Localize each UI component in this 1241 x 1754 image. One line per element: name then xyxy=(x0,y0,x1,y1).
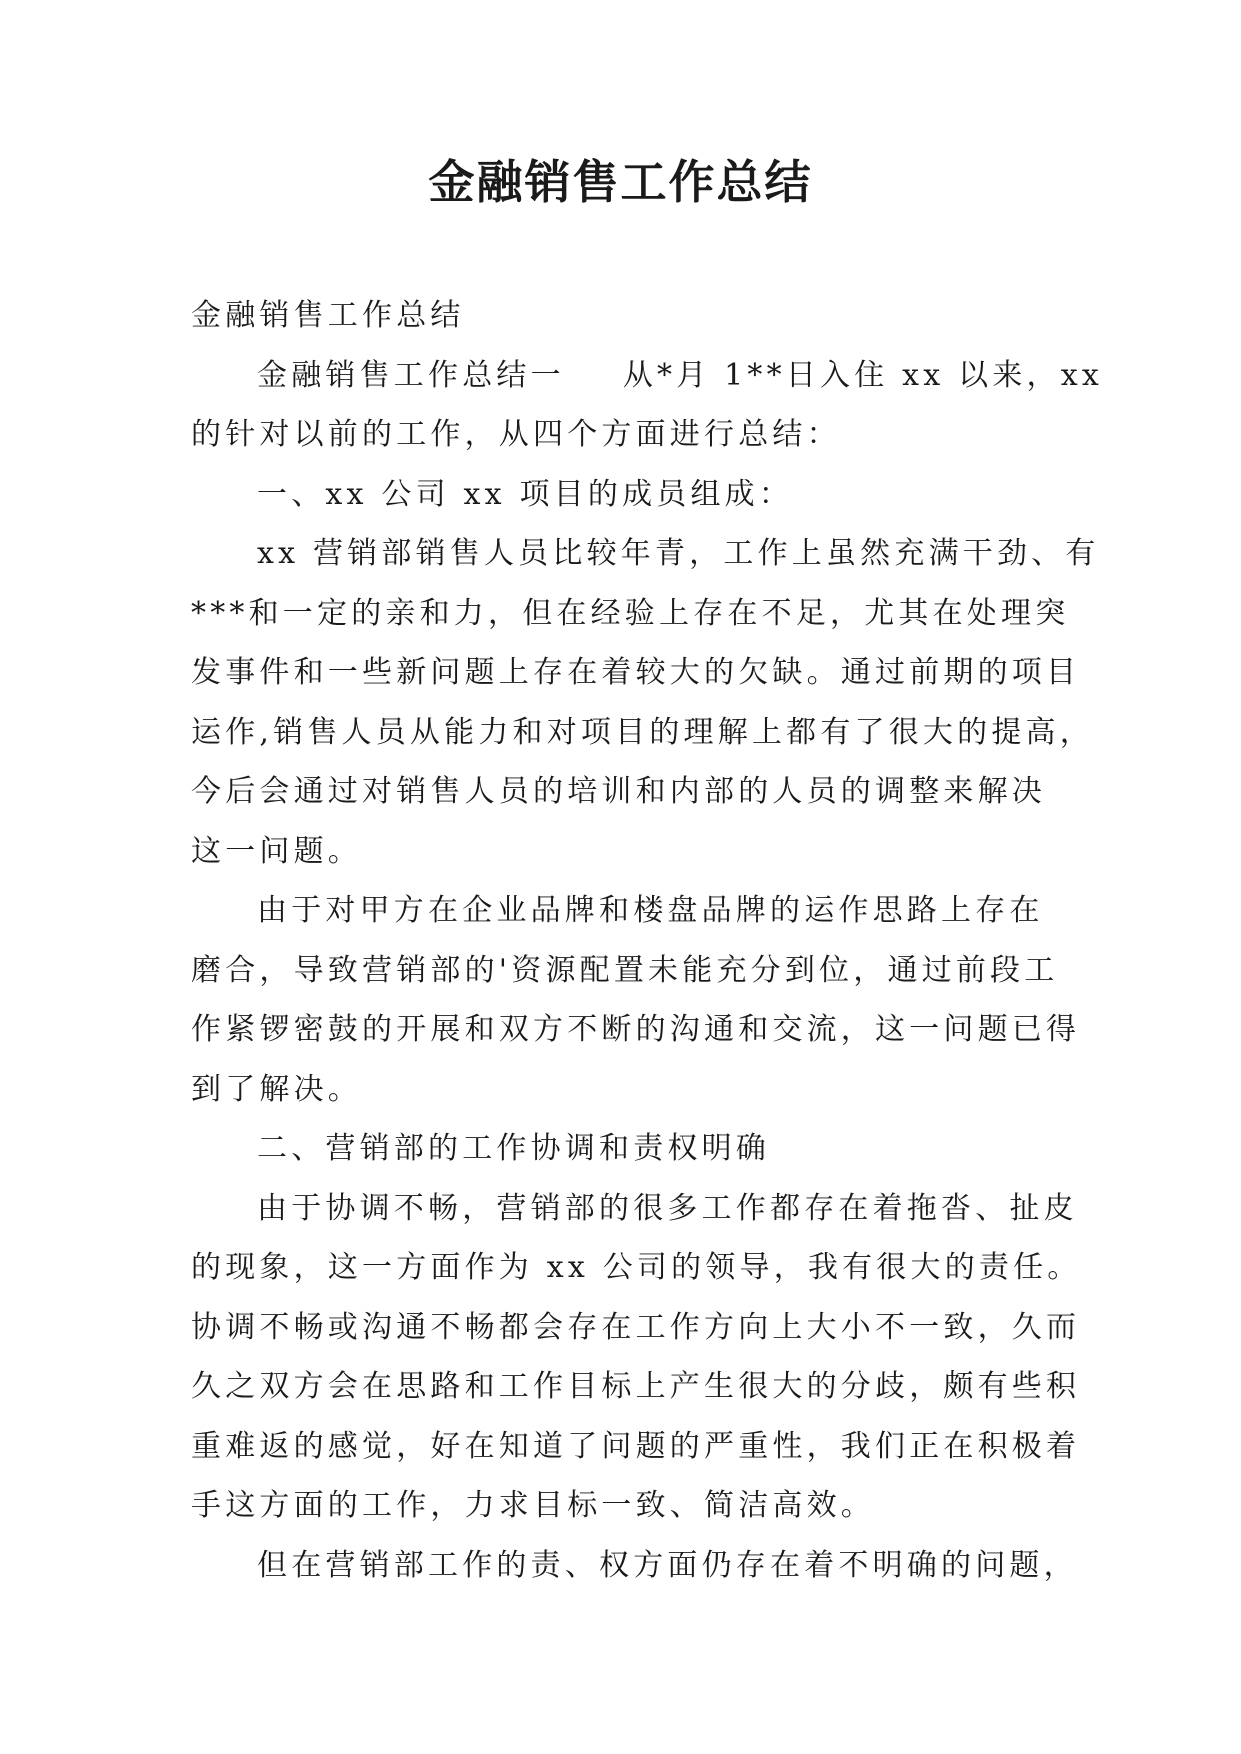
paragraph-line: 运作,销售人员从能力和对项目的理解上都有了很大的提高， xyxy=(191,714,1094,750)
paragraph-line: 久之双方会在思路和工作目标上产生很大的分歧，颇有些积 xyxy=(191,1369,1081,1404)
paragraph-line: 作紧锣密鼓的开展和双方不断的沟通和交流，这一问题已得 xyxy=(191,1012,1081,1047)
paragraph-line: 的针对以前的工作，从四个方面进行总结： xyxy=(191,417,841,452)
paragraph-line: 今后会通过对销售人员的培训和内部的人员的调整来解决 xyxy=(191,774,1046,809)
paragraph-line: 手这方面的工作，力求目标一致、简洁高效。 xyxy=(191,1488,875,1523)
section-heading: 一、xx 公司 xx 项目的成员组成： xyxy=(257,476,794,512)
paragraph-line: 由于协调不畅，营销部的很多工作都存在着拖沓、扯皮 xyxy=(257,1190,1078,1226)
paragraph-line: 但在营销部工作的责、权方面仍存在着不明确的问题， xyxy=(257,1547,1078,1583)
document-title: 金融销售工作总结 xyxy=(428,155,813,209)
section-heading: 金融销售工作总结一 xyxy=(257,357,565,393)
paragraph-text: 从*月 1**日入住 xx 以来，xx xyxy=(622,357,1103,393)
paragraph-line: 磨合，导致营销部的'资源配置未能充分到位，通过前段工 xyxy=(191,952,1059,988)
subtitle-line: 金融销售工作总结 xyxy=(191,298,465,333)
paragraph-line: 这一问题。 xyxy=(191,833,362,869)
paragraph-line: 发事件和一些新问题上存在着较大的欠缺。通过前期的项目 xyxy=(191,655,1081,690)
paragraph-line: 重难返的感觉，好在知道了问题的严重性，我们正在积极着 xyxy=(191,1428,1081,1464)
paragraph-line: xx 营销部销售人员比较年青，工作上虽然充满干劲、有 xyxy=(257,536,1100,571)
paragraph-line: 由于对甲方在企业品牌和楼盘品牌的运作思路上存在 xyxy=(257,893,1044,928)
section-heading: 二、营销部的工作协调和责权明确 xyxy=(257,1131,770,1166)
paragraph-line: 到了解决。 xyxy=(191,1071,362,1107)
paragraph-line: ***和一定的亲和力，但在经验上存在不足，尤其在处理突 xyxy=(191,595,1070,631)
paragraph-line: 协调不畅或沟通不畅都会存在工作方向上大小不一致，久而 xyxy=(191,1309,1081,1345)
document-body xyxy=(191,286,1103,1595)
paragraph-line: 的现象，这一方面作为 xx 公司的领导，我有很大的责任。 xyxy=(191,1250,1082,1285)
paragraph-line xyxy=(191,346,1103,406)
